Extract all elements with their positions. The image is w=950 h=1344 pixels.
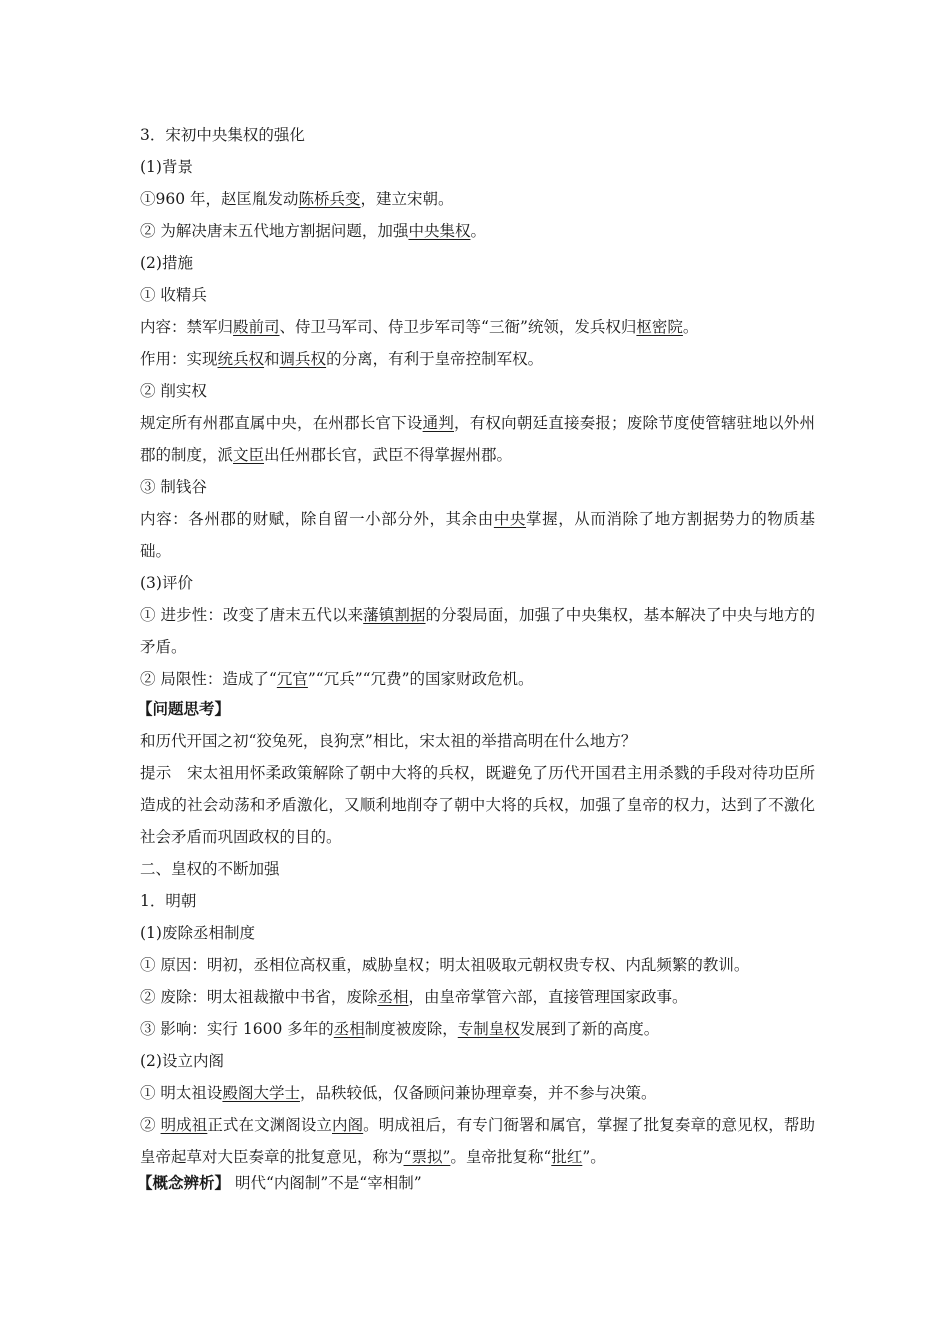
underlined-term: 冗官 <box>276 670 308 688</box>
underlined-term: 中央集权 <box>408 222 471 240</box>
paragraph <box>140 1019 815 1039</box>
text-run: 。 <box>470 222 486 240</box>
paragraph <box>140 221 815 241</box>
text-run: 、侍卫马军司、侍卫步军司等“三衙”统领，发兵权归 <box>279 318 637 336</box>
text-run: ①960 年，赵匡胤发动 <box>140 190 299 208</box>
text-run: ② 削实权 <box>140 382 207 400</box>
paragraph <box>140 407 815 471</box>
item-heading <box>140 381 815 401</box>
text-run: 和历代开国之初“狡兔死，良狗烹”相比，宋太祖的举措高明在什么地方？ <box>140 732 637 750</box>
underlined-term: 丞相 <box>333 1020 365 1038</box>
text-run: (1)背景 <box>140 158 193 176</box>
paragraph <box>140 349 815 369</box>
section-heading-imperial-power <box>140 859 815 879</box>
text-run: 。 <box>682 318 699 336</box>
text-run: 。明成祖后，有专门衙署和属官，掌握了批复奏章的意见权，帮助皇帝起草对大臣奏章的批复意见，称为 <box>140 1116 815 1166</box>
underlined-term: “票拟” <box>403 1148 451 1166</box>
underlined-term: 殿阁大学士 <box>222 1084 300 1102</box>
text-run: 明代“内阁制”不是“宰相制” <box>230 1174 422 1192</box>
paragraph <box>140 1109 815 1173</box>
paragraph <box>140 599 815 663</box>
text-run: 内容：各州郡的财赋，除自留一小部分外，其余由 <box>140 510 494 528</box>
section-heading-song-centralization <box>140 125 815 145</box>
text-run: ③ 影响：实行 1600 多年的 <box>140 1020 334 1038</box>
text-run: (3)评价 <box>140 574 193 592</box>
underlined-term: 殿前司 <box>233 318 280 336</box>
paragraph <box>140 503 815 567</box>
label-question-thinking <box>137 699 812 719</box>
text-run: 的分离，有利于皇帝控制军权。 <box>326 350 544 368</box>
paragraph <box>140 955 815 975</box>
text-run: 内容：禁军归 <box>140 318 234 336</box>
bold-label: 【问题思考】 <box>137 699 231 718</box>
hint-paragraph <box>140 757 815 853</box>
text-run: 出任州郡长官，武臣不得掌握州郡。 <box>264 446 513 464</box>
subheading-ming <box>140 891 815 911</box>
underlined-term: 专制皇权 <box>457 1020 520 1038</box>
text-run: (2)措施 <box>140 254 193 272</box>
text-run: ，品秩较低，仅备顾问兼协理章奏，并不参与决策。 <box>299 1084 657 1102</box>
paragraph <box>140 317 815 337</box>
text-run: ② 为解决唐末五代地方割据问题，加强 <box>140 222 409 240</box>
text-run: 发展到了新的高度。 <box>519 1020 660 1038</box>
underlined-term: 文臣 <box>233 446 265 464</box>
subheading-background <box>140 157 815 177</box>
text-run: 规定所有州郡直属中央，在州郡长官下设 <box>140 414 423 432</box>
underlined-term: 通判 <box>422 414 455 432</box>
text-run: ① 明太祖设 <box>140 1084 223 1102</box>
label-concept-analysis <box>137 1173 812 1193</box>
text-run: ① 原因：明初，丞相位高权重，威胁皇权；明太祖吸取元朝权贵专权、内乱频繁的教训。 <box>140 956 750 974</box>
underlined-term: 批红 <box>551 1148 583 1166</box>
subheading-grand-secretariat <box>140 1051 815 1071</box>
text-run: ，由皇帝掌管六部，直接管理国家政事。 <box>408 988 688 1006</box>
text-run: ② 废除：明太祖裁撤中书省，废除 <box>140 988 378 1006</box>
text-run: 作用：实现 <box>140 350 218 368</box>
underlined-term: 统兵权 <box>217 350 265 368</box>
underlined-term: 陈桥兵变 <box>298 190 361 208</box>
text-run: 制度被废除， <box>364 1020 458 1038</box>
text-run: 。皇帝批复称“ <box>450 1148 552 1166</box>
paragraph <box>140 669 815 689</box>
underlined-term: 明成祖 <box>160 1116 208 1134</box>
text-run: ，建立宋朝。 <box>360 190 454 208</box>
text-run: ”。 <box>582 1148 606 1166</box>
text-run: 提示 宋太祖用怀柔政策解除了朝中大将的兵权，既避免了历代开国君主用杀戮的手段对待功臣所造成的社会动荡和矛盾激化，又顺利地削夺了朝中大将的兵权，加强了皇帝的权力，达到了不激化社会矛盾而巩固政权的目的。 <box>140 764 815 846</box>
text-run: ”“冗兵”“冗费”的国家财政危机。 <box>307 670 534 688</box>
text-run: (1)废除丞相制度 <box>140 924 255 942</box>
underlined-term: 调兵权 <box>279 350 327 368</box>
subheading-evaluation <box>140 573 815 593</box>
subheading-abolish-chancellor <box>140 923 815 943</box>
subheading-measures <box>140 253 815 273</box>
text-run: 正式在文渊阁设立 <box>207 1116 332 1134</box>
paragraph <box>140 987 815 1007</box>
paragraph <box>140 189 815 209</box>
text-run: 和 <box>264 350 280 368</box>
text-run: 掌握，从而消除了地方割据势力的物质基础。 <box>140 510 815 560</box>
bold-label: 【概念辨析】 <box>137 1173 231 1192</box>
text-run: 二、皇权的不断加强 <box>140 860 280 878</box>
text-run: (2)设立内阁 <box>140 1052 224 1070</box>
underlined-term: 内阁 <box>332 1116 364 1134</box>
text-run: ② <box>140 1116 161 1134</box>
item-heading <box>140 285 815 305</box>
text-run: 的分裂局面，加强了中央集权，基本解决了中央与地方的矛盾。 <box>140 606 815 656</box>
underlined-term: 枢密院 <box>636 318 683 336</box>
question-text <box>140 731 815 751</box>
underlined-term: 丞相 <box>377 988 409 1006</box>
underlined-term: 藩镇割据 <box>363 606 426 624</box>
text-run: ① 进步性：改变了唐末五代以来 <box>140 606 364 624</box>
paragraph <box>140 1083 815 1103</box>
text-run: ，有权向朝廷直接奏报；废除节度使管辖驻地以外州郡的制度，派 <box>140 414 815 464</box>
text-run: 1．明朝 <box>140 892 197 910</box>
text-run: ② 局限性：造成了“ <box>140 670 277 688</box>
text-run: ① 收精兵 <box>140 286 207 304</box>
item-heading <box>140 477 815 497</box>
text-run: ③ 制钱谷 <box>140 478 207 496</box>
underlined-term: 中央 <box>493 510 527 528</box>
text-run: 3．宋初中央集权的强化 <box>140 126 305 144</box>
